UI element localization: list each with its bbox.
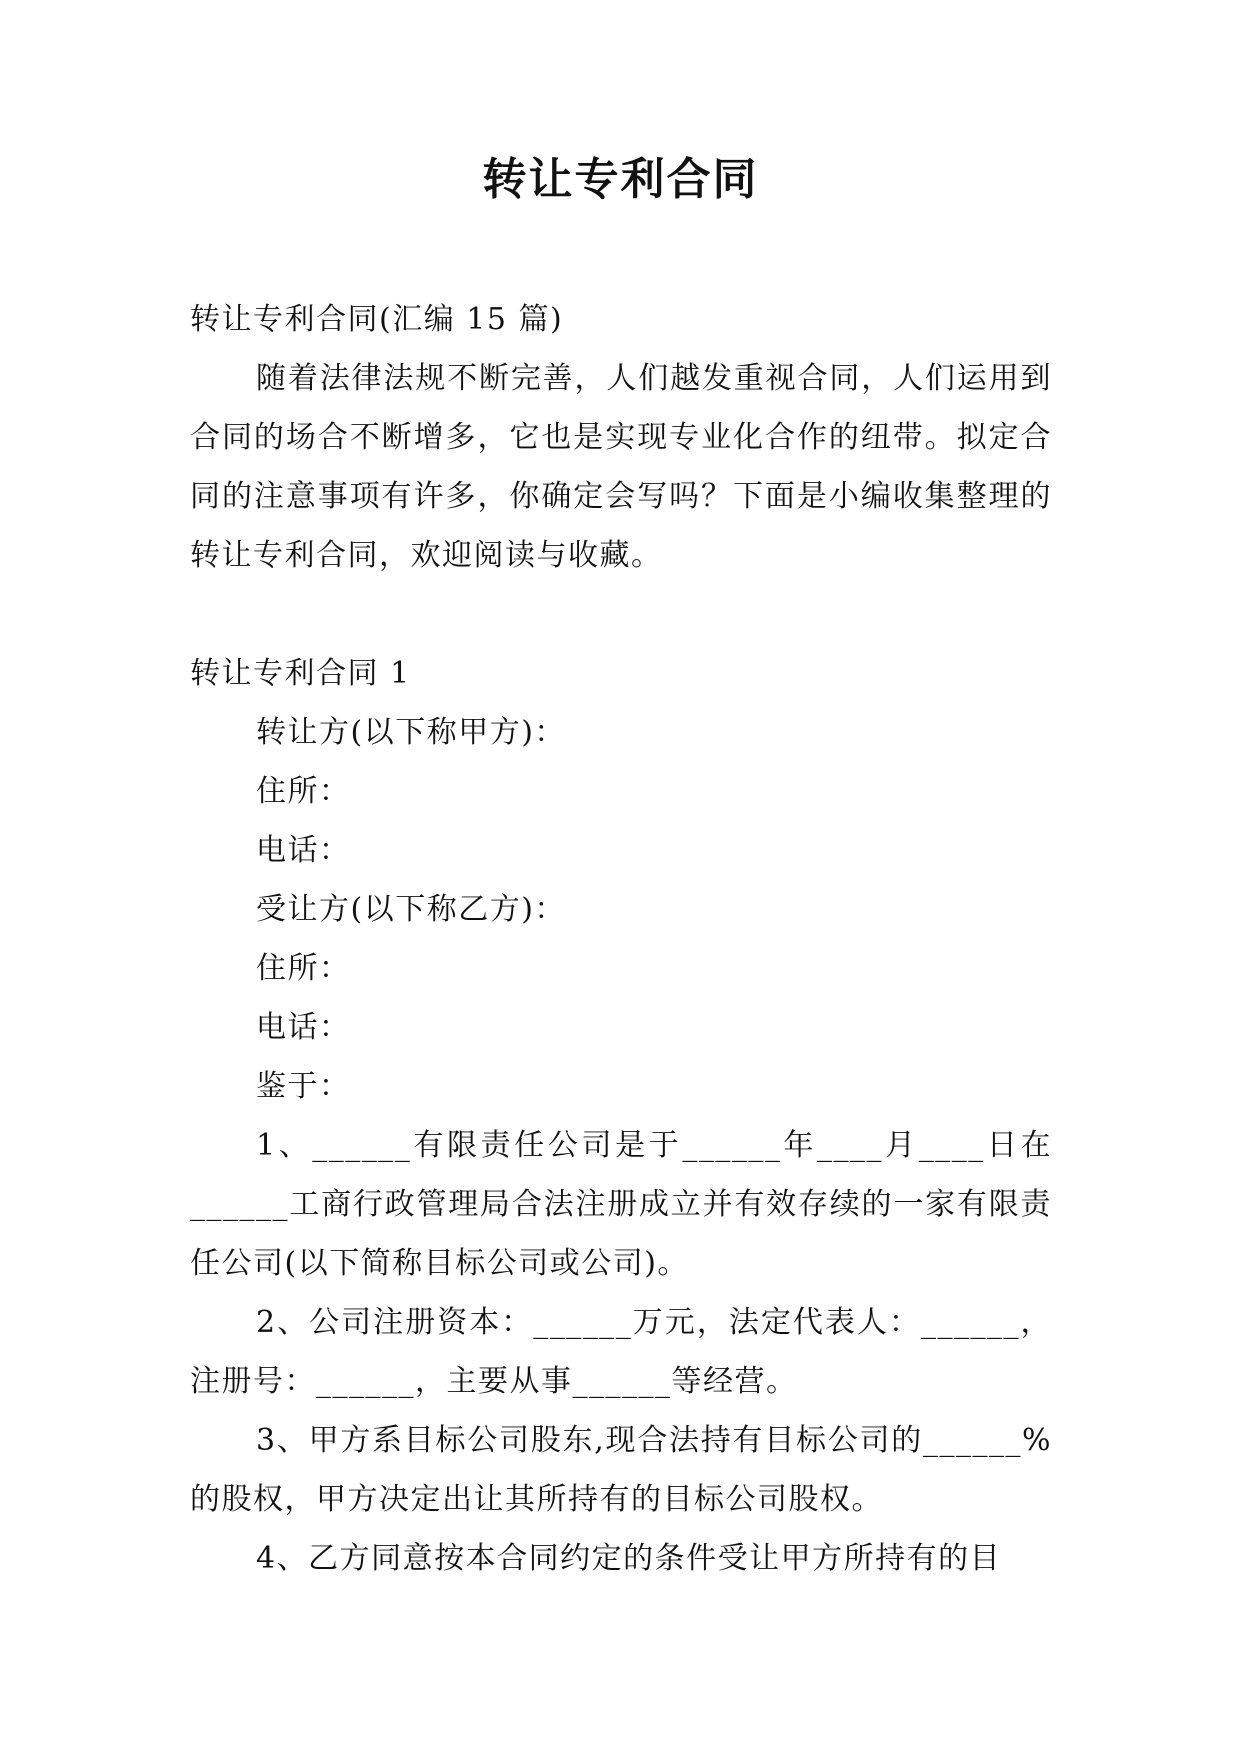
clause-4: 4、乙方同意按本合同约定的条件受让甲方所持有的目 <box>256 1541 1002 1576</box>
party-line-transferee-address: 住所： <box>256 951 351 986</box>
party-line-transferor-phone: 电话： <box>256 833 351 868</box>
document-subtitle: 转让专利合同(汇编 15 篇) <box>190 302 564 337</box>
intro-paragraph: 随着法律法规不断完善，人们越发重视合同，人们运用到合同的场合不断增多，它也是实现专业化合作的纽带。拟定合同的注意事项有许多，你确定会写吗？下面是小编收集整理的转让专利合同，欢迎阅读与收藏。 <box>190 361 1052 573</box>
party-line-transferee-phone: 电话： <box>256 1010 351 1045</box>
clause-2: 2、公司注册资本：______万元，法定代表人：______，注册号：______，主要从事______等经营。 <box>190 1305 1052 1399</box>
whereas-line: 鉴于： <box>256 1069 351 1104</box>
document-body <box>190 290 1052 1588</box>
paragraph-spacer <box>190 585 1052 644</box>
document-title: 转让专利合同 <box>482 154 759 205</box>
party-line-transferor: 转让方(以下称甲方)： <box>256 715 566 750</box>
party-line-transferee: 受让方(以下称乙方)： <box>256 892 566 927</box>
clause-1: 1、______有限责任公司是于______年____月____日在______工商行政管理局合法注册成立并有效存续的一家有限责任公司(以下简称目标公司或公司)。 <box>190 1128 1052 1281</box>
clause-3: 3、甲方系目标公司股东,现合法持有目标公司的______%的股权，甲方决定出让其所持有的目标公司股权。 <box>190 1423 1052 1517</box>
party-line-transferor-address: 住所： <box>256 774 351 809</box>
section-heading: 转让专利合同 1 <box>190 656 411 691</box>
